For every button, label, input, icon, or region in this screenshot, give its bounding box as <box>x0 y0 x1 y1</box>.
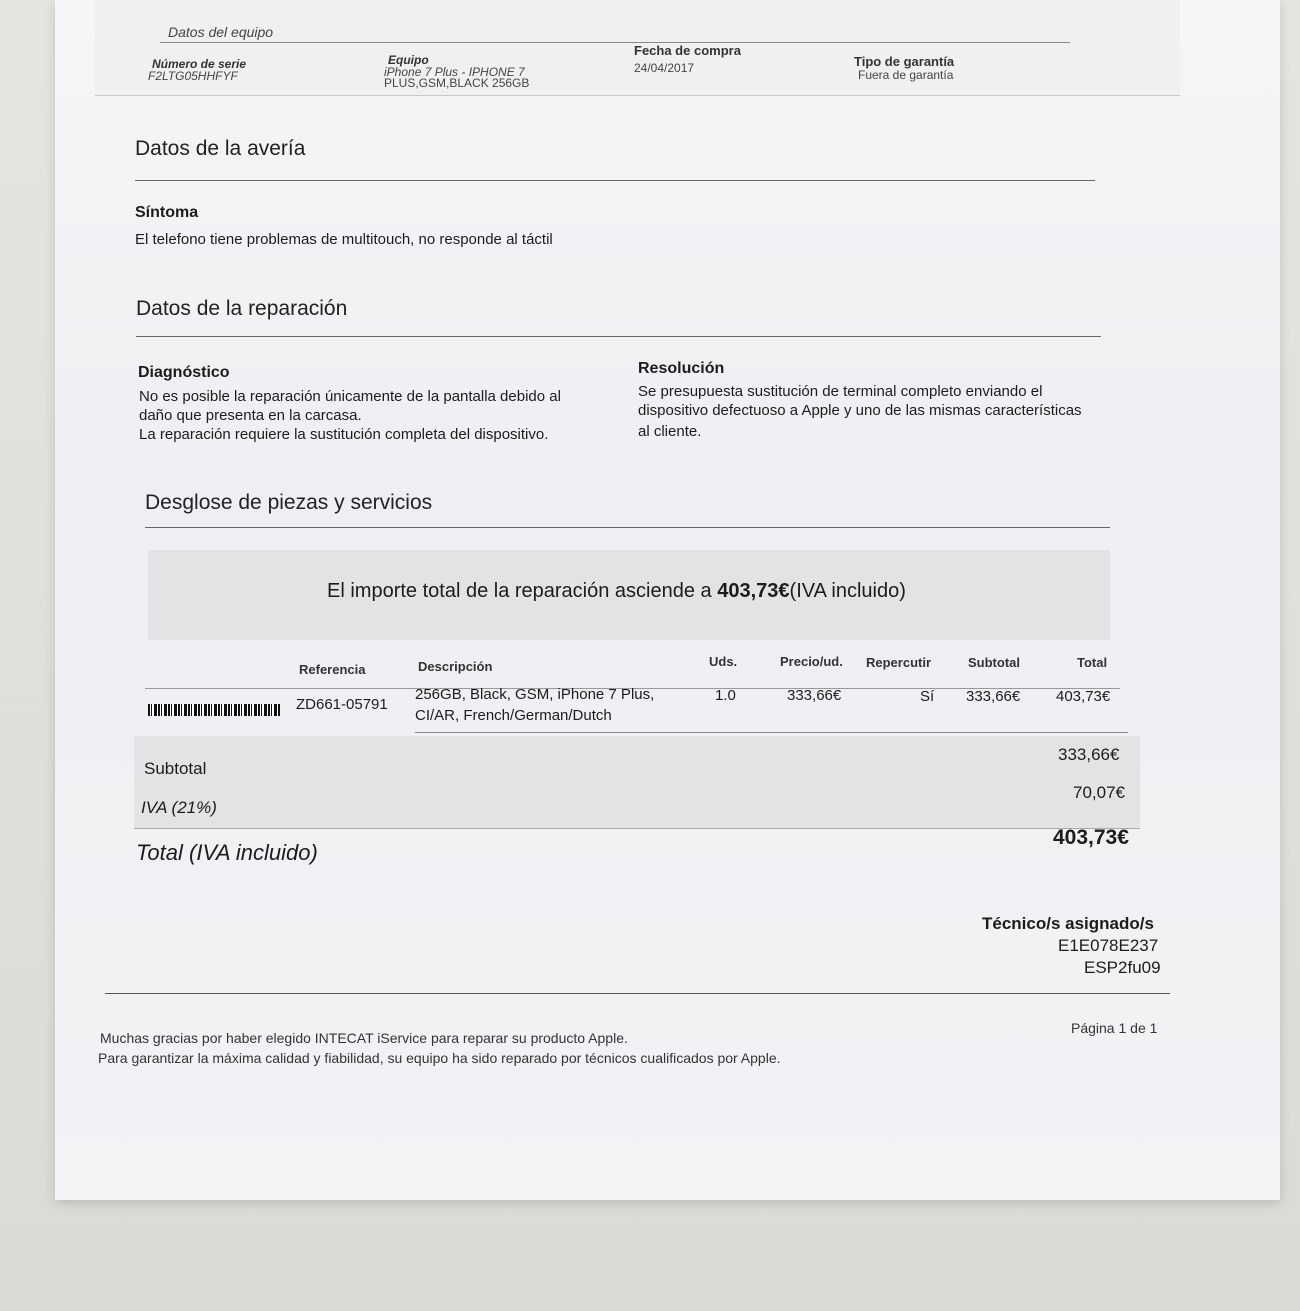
footer-line1: Muchas gracias por haber elegido INTECAT iService para reparar su producto Apple. <box>100 1030 628 1046</box>
iva-value: 70,07€ <box>1073 783 1125 802</box>
total-banner-text <box>327 580 906 603</box>
total-banner-suffix: (IVA incluido) <box>789 580 906 602</box>
warranty-value: Fuera de garantía <box>858 68 954 82</box>
tecnico-2: ESP2fu09 <box>1084 958 1161 977</box>
device-value-line2: PLUS,GSM,BLACK 256GB <box>384 76 530 90</box>
averia-divider <box>135 180 1095 181</box>
symptom-label: Síntoma <box>135 204 199 221</box>
tecnicos-title: Técnico/s asignado/s <box>982 914 1154 933</box>
page-number: Página 1 de 1 <box>1071 1020 1158 1036</box>
subtotal-label: Subtotal <box>144 759 207 778</box>
footer-divider <box>105 993 1170 994</box>
summary-box <box>134 736 1140 828</box>
resolution-line3: al cliente. <box>638 423 702 440</box>
row-uds: 1.0 <box>715 687 736 704</box>
diagnosis-label: Diagnóstico <box>138 364 230 381</box>
table-row-divider <box>415 732 1128 733</box>
total-label: Total (IVA incluido) <box>136 840 318 865</box>
summary-divider <box>134 828 1140 829</box>
resolution-label: Resolución <box>638 360 725 377</box>
resolution-line1: Se presupuesta sustitución de terminal completo enviando el <box>638 383 1043 400</box>
footer-line2: Para garantizar la máxima calidad y fiabilidad, su equipo ha sido reparado por técnicos cualificados por Apple. <box>98 1050 781 1066</box>
serial-value: F2LTG05HHFYF <box>148 69 238 83</box>
col-total: Total <box>1077 655 1108 670</box>
resolution-line2: dispositivo defectuoso a Apple y uno de las mismas características <box>638 402 1082 419</box>
purchase-date-label: Fecha de compra <box>634 43 741 58</box>
reparacion-section-title: Datos de la reparación <box>136 297 348 320</box>
col-uds: Uds. <box>709 654 738 669</box>
purchase-date-value: 24/04/2017 <box>634 61 695 75</box>
diagnosis-line2: daño que presenta en la carcasa. <box>139 407 362 424</box>
subtotal-value: 333,66€ <box>1058 745 1120 764</box>
row-total: 403,73€ <box>1056 688 1111 705</box>
total-value: 403,73€ <box>1053 826 1129 849</box>
desglose-divider <box>145 527 1110 528</box>
warranty-label: Tipo de garantía <box>854 54 955 69</box>
col-subtotal: Subtotal <box>968 655 1020 670</box>
averia-section-title: Datos de la avería <box>135 137 306 160</box>
row-repercutir: Sí <box>920 688 935 705</box>
row-subtotal: 333,66€ <box>966 688 1021 705</box>
symptom-text: El telefono tiene problemas de multitouch, no responde al táctil <box>135 231 553 248</box>
total-banner-amount: 403,73€ <box>717 580 790 602</box>
diagnosis-line1: No es posible la reparación únicamente de la pantalla debido al <box>139 388 561 405</box>
col-precio: Precio/ud. <box>780 654 843 669</box>
col-descripcion: Descripción <box>418 659 493 674</box>
equipo-divider <box>160 42 1070 43</box>
diagnosis-line3: La reparación requiere la sustitución completa del dispositivo. <box>139 426 549 443</box>
equipo-section-title: Datos del equipo <box>168 24 274 40</box>
serial-label: Número de serie <box>152 57 247 71</box>
col-repercutir: Repercutir <box>866 655 932 670</box>
reparacion-divider <box>136 336 1101 337</box>
device-value-line1: iPhone 7 Plus - IPHONE 7 <box>384 65 525 79</box>
row-precio: 333,66€ <box>787 687 842 704</box>
row-descripcion-line2: CI/AR, French/German/Dutch <box>415 707 612 724</box>
total-banner-prefix: El importe total de la reparación asciende a <box>327 580 718 602</box>
barcode-icon <box>148 704 280 716</box>
col-referencia: Referencia <box>299 662 366 677</box>
tecnico-1: E1E078E237 <box>1058 936 1159 955</box>
row-descripcion-line1: 256GB, Black, GSM, iPhone 7 Plus, <box>415 686 655 703</box>
desglose-section-title: Desglose de piezas y servicios <box>145 491 433 514</box>
iva-label: IVA (21%) <box>141 798 217 817</box>
row-referencia: ZD661-05791 <box>296 696 388 713</box>
device-label: Equipo <box>388 53 429 67</box>
